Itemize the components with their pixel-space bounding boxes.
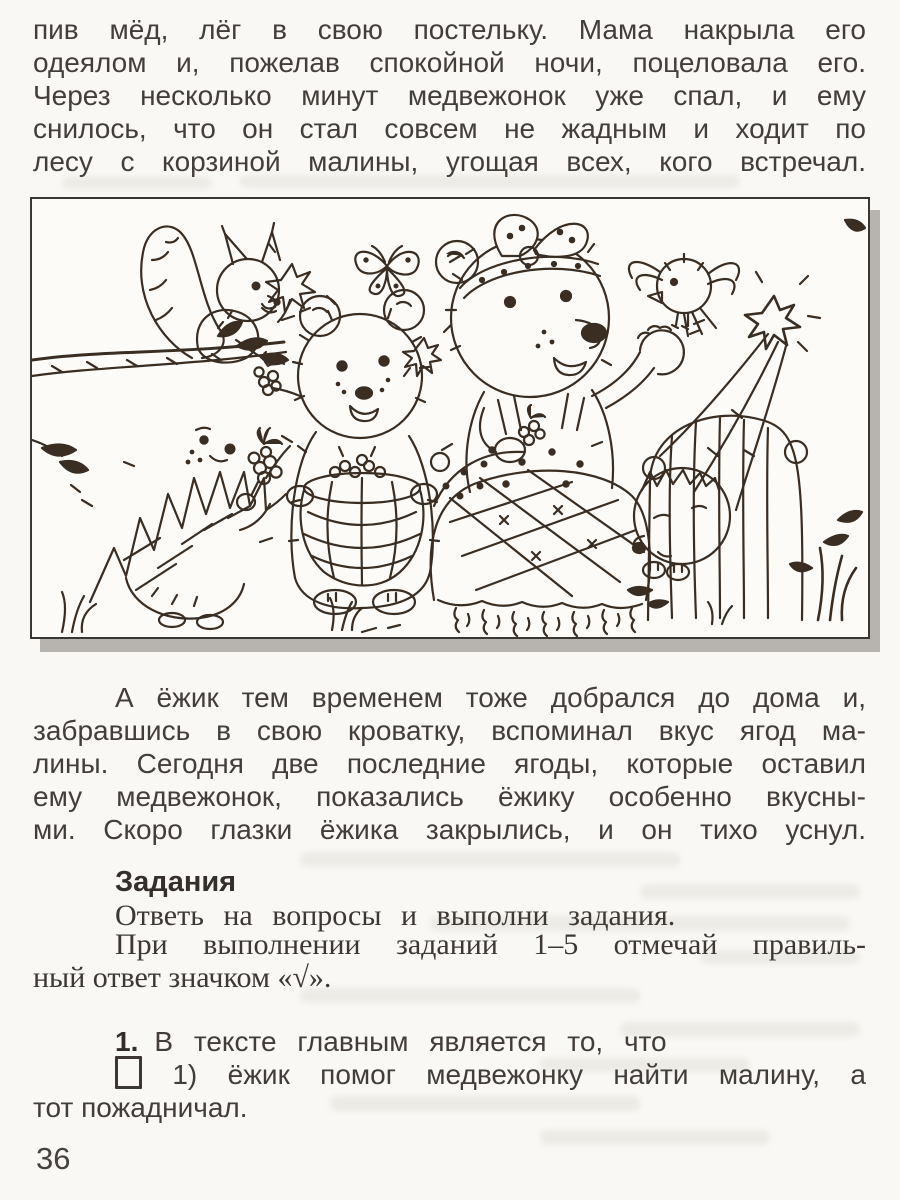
story-paragraph-1 xyxy=(33,13,866,178)
tasks-instruction-1: Ответь на вопросы и выполни задания. xyxy=(115,899,676,932)
story-line: А ёжик тем временем тоже добрался до дома и, xyxy=(115,682,866,713)
sleeping-hedgehog-bed xyxy=(431,416,807,636)
story-line: пив мёд, лёг в свою постельку. Мама накрыла его xyxy=(33,14,866,45)
bear-cub xyxy=(254,290,439,614)
instruction-line: ный ответ значком «√». xyxy=(33,961,332,994)
bleed-through-artifact xyxy=(62,177,212,189)
hedgehog xyxy=(90,428,290,629)
tasks-instruction-2 xyxy=(33,928,866,994)
question-number: 1. xyxy=(115,1026,139,1057)
story-line: ему медвежонок, показались ёжику особенно вкусны- xyxy=(33,781,866,812)
option-text: ёжик помог медвежонку найти малину, а xyxy=(227,1059,866,1090)
bleed-through-artifact xyxy=(640,884,860,899)
story-line: ми. Скоро глазки ёжика закрылись, и он тихо уснул. xyxy=(33,814,866,845)
story-line: снилось, что он стал совсем не жадным и ходит по xyxy=(33,113,866,144)
bleed-through-artifact xyxy=(330,1096,640,1111)
story-illustration-frame xyxy=(30,197,870,639)
story-illustration xyxy=(32,199,868,637)
story-line: одеялом и, пожелав спокойной ночи, поцеловала его. xyxy=(33,47,866,78)
story-line: Через несколько минут медвежонок уже спал, и ему xyxy=(33,80,866,111)
story-line: лесу с корзиной малины, угощая всех, кого встречал. xyxy=(33,146,866,177)
mother-bear xyxy=(436,215,684,492)
instruction-line: При выполнении заданий 1–5 отмечай правиль- xyxy=(115,928,866,961)
bird xyxy=(629,254,739,336)
page-number: 36 xyxy=(36,1141,71,1176)
bleed-through-artifact xyxy=(300,852,680,867)
question-1 xyxy=(33,1025,866,1058)
question-prompt: В тексте главным является то, что xyxy=(154,1026,667,1057)
branch xyxy=(32,322,288,473)
tasks-heading: Задания xyxy=(115,866,237,898)
story-line: лины. Сегодня две последние ягоды, которые оставил xyxy=(33,748,866,779)
option-marker: 1) xyxy=(172,1059,198,1090)
story-line: забравшись в свою кроватку, вспоминал вкус ягод ма- xyxy=(33,715,866,746)
answer-option-1-continued: тот пожадничал. xyxy=(33,1092,248,1123)
butterfly xyxy=(355,246,418,296)
star-flower xyxy=(403,325,451,376)
bleed-through-artifact xyxy=(540,1130,770,1145)
answer-checkbox[interactable] xyxy=(115,1056,142,1089)
story-paragraph-2 xyxy=(33,681,866,846)
answer-option-1 xyxy=(33,1056,866,1092)
